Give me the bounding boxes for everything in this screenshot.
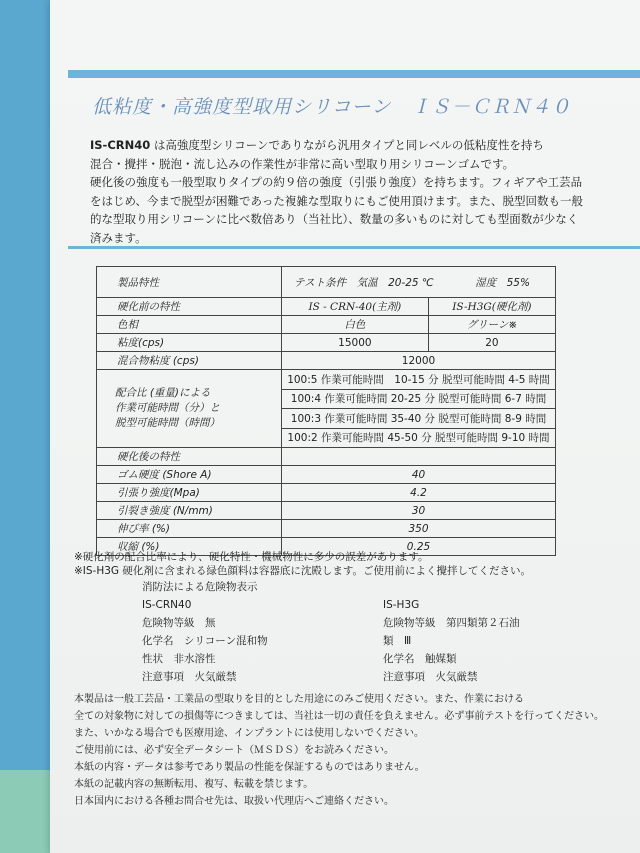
hazard-right: IS-H3G 危険物等級 第四類第２石油 類 Ⅲ 化学名 触媒類 注意事項 火気厳禁: [383, 599, 520, 683]
spec-header-conditions: テスト条件 気温 20-25 ℃ 湿度 55%: [282, 267, 556, 298]
page-title: 低粘度・高強度型取用シリコーン ＩＳ－ＣＲＮ４０: [92, 96, 572, 118]
spec-table: [96, 266, 556, 556]
table-row: 粘度(cps) 15000 20: [97, 334, 556, 352]
intro-line: 混合・攪拌・脱泡・流し込みの作業性が非常に高い型取り用シリコーンゴムです。: [90, 156, 515, 171]
intro-line: をはじめ、今まで脱型が困難であった複雑な型取りにもご使用頂けます。また、脱型回数も一般: [90, 193, 583, 208]
note-line: ※硬化剤の配合比率により、硬化特性・機械物性に多少の誤差があります。: [74, 551, 429, 563]
table-row: 色相 白色 グリーン※: [97, 316, 556, 334]
table-row: 配合比 (重量)による 作業可能時間（分）と 脱型可能時間（時間） 100:5 作業可能時間 10-15 分 脱型可能時間 4-5 時間: [97, 370, 556, 390]
intro-line: 硬化後の強度も一般型取りタイプの約９倍の強度（引張り強度）を持ちます。フィギアや工芸品: [90, 175, 583, 189]
background-green-block: [0, 770, 55, 853]
table-row: 引裂き強度 (N/mm) 30: [97, 502, 556, 520]
ratio-label: 配合比 (重量)による 作業可能時間（分）と 脱型可能時間（時間）: [97, 370, 282, 448]
table-row: 硬化後の特性: [97, 448, 556, 466]
hazard-left: 消防法による危険物表示 IS-CRN40 危険物等級 無 化学名 シリコーン混和物 性状 非水溶性 注意事項 火気厳禁: [142, 578, 268, 686]
intro-paragraph: [90, 136, 630, 247]
table-row: 100:2 作業可能時間 45-50 分 脱型可能時間 9-10 時間: [97, 428, 556, 448]
table-row: ゴム硬度 (Shore A) 40: [97, 466, 556, 484]
hazard-heading: 消防法による危険物表示: [142, 581, 258, 593]
table-row: 100:4 作業可能時間 20-25 分 脱型可能時間 6-7 時間: [97, 389, 556, 409]
spec-header-row: [97, 267, 556, 298]
intro-line: 済みます。: [90, 230, 147, 245]
table-row: 収縮 (%) 0.25: [97, 538, 556, 556]
note-line: ※IS-H3G 硬化剤に含まれる緑色顔料は容器底に沈殿します。ご使用前によく攪拌してください。: [74, 565, 532, 577]
table-row: 混合物粘度 (cps) 12000: [97, 352, 556, 370]
table-row: 硬化前の特性 IS - CRN-40(主剤) IS-H3G(硬化剤): [97, 298, 556, 316]
intro-line: 的な型取り用シリコーンに比べ数倍あり（当社比）、数量の多いものに対しても型面数が少なく: [90, 212, 579, 226]
table-row: 100:3 作業可能時間 35-40 分 脱型可能時間 8-9 時間: [97, 409, 556, 429]
product-name: IS-CRN40: [90, 138, 151, 152]
table-row: 引張り強度(Mpa) 4.2: [97, 484, 556, 502]
spec-header-label: 製品特性: [97, 267, 282, 298]
intro-line: IS-CRN40 は高強度型シリコーンでありながら汎用タイプと同レベルの低粘度性を持ち: [90, 138, 544, 152]
table-row: 伸び率 (%) 350: [97, 520, 556, 538]
header-blue-rule: [68, 70, 640, 78]
footer-disclaimer: 本製品は一般工芸品・工業品の型取りを目的とした用途にのみご使用ください。また、作業における 全ての対象物に対しての損傷等につきましては、当社は一切の責任を負えません。必ず事前テストを行ってください。 また、いかなる場合でも医療用途、インプラントには使用しないでください。 ご使用前には、必ず安全データシート（ＭＳＤＳ）をお読みください。 本紙の内容・データは参考であり製品の性能を保証するものではありません。 本紙の記載内容の無断転用、複写、転載を禁じます。 日本国内における各種お問合せ先は、取扱い代理店へご連絡ください。: [74, 694, 604, 807]
